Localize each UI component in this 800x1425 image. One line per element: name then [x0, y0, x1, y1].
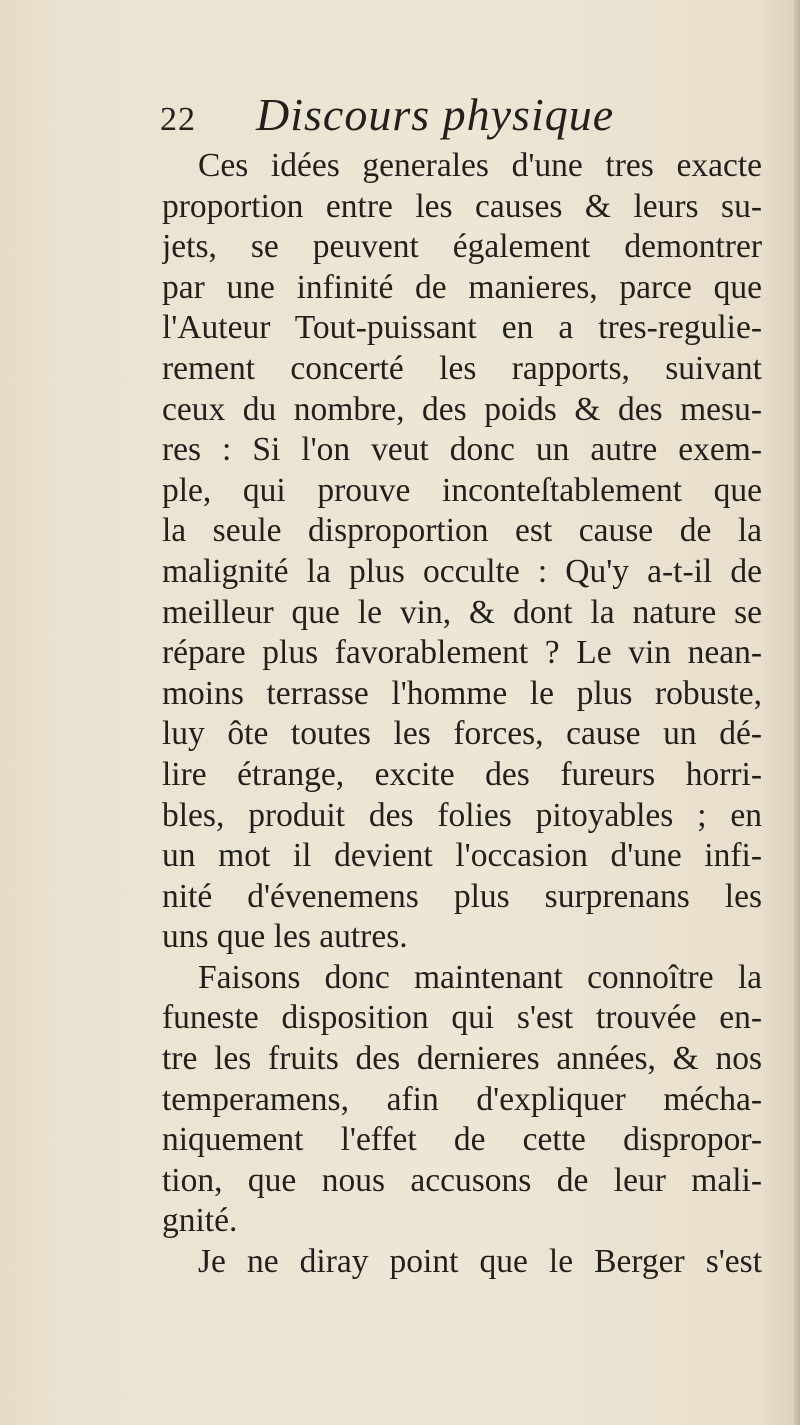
text-line: malignité la plus occulte : Qu'y a-t-il de — [162, 552, 762, 590]
text-line: proportion entre les causes & leurs su- — [162, 187, 762, 225]
text-line: gnité. — [162, 1202, 238, 1240]
page-number: 22 — [160, 101, 196, 138]
page-edge — [794, 0, 800, 1425]
text-line: meilleur que le vin, & dont la nature se — [162, 593, 762, 631]
text-line: la seule disproportion est cause de la — [162, 512, 762, 550]
text-line: rement concerté les rapports, suivant — [162, 349, 762, 387]
text-line: ceux du nombre, des poids & des mesu- — [162, 390, 762, 428]
text-line: tion, que nous accusons de leur mali- — [162, 1161, 762, 1199]
text-line: funeste disposition qui s'est trouvée en- — [162, 999, 762, 1037]
text-line: uns que les autres. — [162, 918, 408, 956]
text-line: tre les fruits des dernieres années, & nos — [162, 1040, 762, 1078]
running-head — [160, 88, 762, 146]
text-line: répare plus favorablement ? Le vin nean- — [162, 634, 762, 672]
text-line: jets, se peuvent également demontrer — [162, 228, 762, 266]
text-line: temperamens, afin d'expliquer mécha- — [162, 1080, 762, 1118]
text-line: res : Si l'on veut donc un autre exem- — [162, 431, 762, 469]
text-line: lire étrange, excite des fureurs horri- — [162, 755, 762, 793]
text-line: nité d'évenemens plus surprenans les — [162, 877, 762, 915]
text-line: bles, produit des folies pitoyables ; en — [162, 796, 762, 834]
text-line: moins terrasse l'homme le plus robuste, — [162, 674, 762, 712]
text-block — [162, 88, 762, 1283]
text-line: l'Auteur Tout-puissant en a tres-regulie- — [162, 309, 762, 347]
text-line: ple, qui prouve inconteſtablement que — [162, 471, 762, 509]
text-line: luy ôte toutes les forces, cause un dé- — [162, 715, 762, 753]
running-title: Discours physique — [256, 89, 615, 140]
text-line: par une infinité de manieres, parce que — [162, 268, 762, 306]
text-line: Ces idées generales d'une tres exacte — [198, 147, 762, 184]
text-line: Faisons donc maintenant connoître la — [198, 958, 762, 996]
text-line: un mot il devient l'occasion d'une infi- — [162, 837, 762, 875]
text-line: niquement l'effet de cette dispropor- — [162, 1121, 762, 1159]
text-line: Je ne diray point que le Berger s'est — [198, 1243, 762, 1281]
